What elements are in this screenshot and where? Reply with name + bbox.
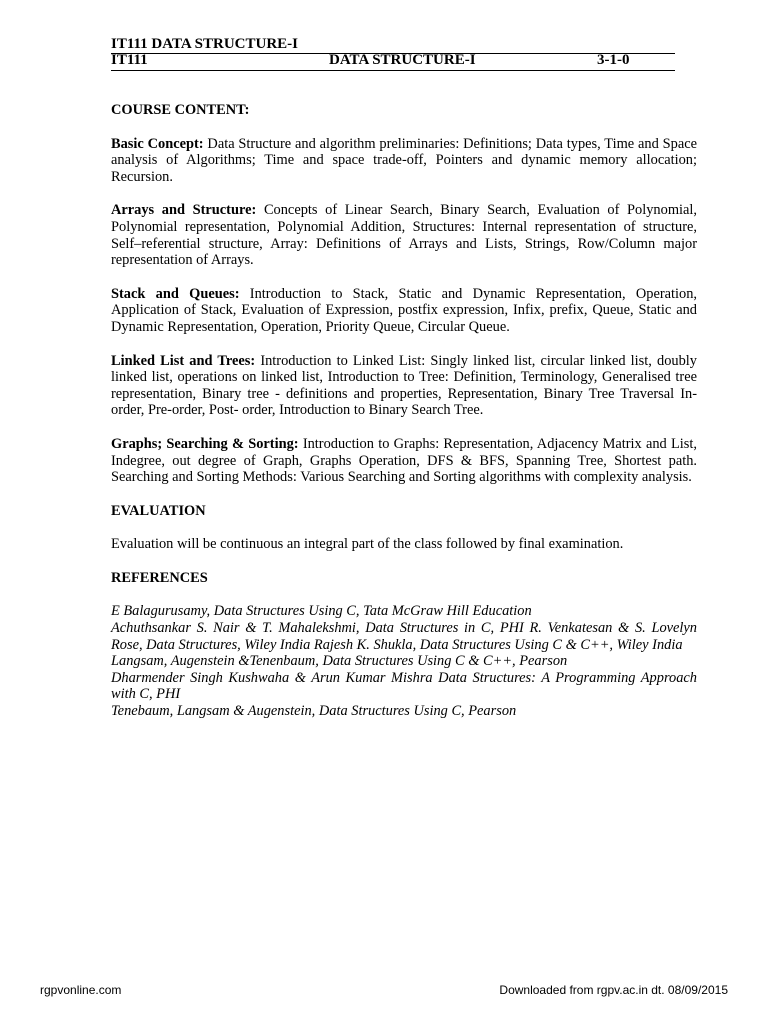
course-header-row — [111, 52, 675, 72]
course-name: DATA STRUCTURE-I — [329, 52, 476, 68]
reference-item: Langsam, Augenstein &Tenenbaum, Data Structures Using C & C++, Pearson — [111, 653, 568, 670]
header-bottom-rule — [111, 70, 675, 71]
section-linked-list-trees — [111, 353, 697, 419]
reference-item: Achuthsankar S. Nair & T. Mahalekshmi, Data Structures in C, PHI R. Venkatesan & S. Lovelyn Rose, Data Structures, Wiley India Rajesh K. Shukla, Data Structures Using C & C++, Wiley India — [111, 620, 697, 653]
section-stack-queues — [111, 286, 697, 336]
section-arrays-structure — [111, 202, 697, 268]
evaluation-heading: EVALUATION — [111, 502, 206, 519]
section-text: Introduction to Graphs: Representation, Adjacency Matrix and List, Indegree, out degree of Graph, Graphs Operation, DFS & BFS, Spanning Tree, Shortest path. Searching and Sorting Methods: Various Searching and Sorting algorithms with complexity analysis. — [111, 435, 697, 486]
footer-download-note: Downloaded from rgpv.ac.in dt. 08/09/2015 — [499, 983, 728, 997]
references-list — [111, 603, 697, 719]
section-text: Concepts of Linear Search, Binary Search, Evaluation of Polynomial, Polynomial representation, Polynomial Addition, Structures: Internal representation of structure, Self–referential structure, Array: Definitions of Arrays and Lists, Strings, Row/Column major representation of Arrays. — [111, 202, 697, 269]
course-credits: 3-1-0 — [597, 52, 630, 68]
course-content-heading: COURSE CONTENT: — [111, 102, 250, 118]
section-graphs-searching-sorting — [111, 436, 697, 486]
document-title: IT111 DATA STRUCTURE-I — [111, 36, 298, 52]
section-title: Linked List and Trees: — [111, 352, 256, 369]
reference-item: E Balagurusamy, Data Structures Using C, Tata McGraw Hill Education — [111, 603, 532, 620]
section-text: Introduction to Stack, Static and Dynamic Representation, Operation, Application of Stack, Evaluation of Expression, postfix expression, Infix, prefix, Queue, Static and Dynamic Representation, Operation, Priority Queue, Circular Queue. — [111, 285, 697, 335]
reference-item: Dharmender Singh Kushwaha & Arun Kumar Mishra Data Structures: A Programming Approach with C, PHI — [111, 669, 697, 703]
evaluation-text: Evaluation will be continuous an integral part of the class followed by final examination. — [111, 536, 624, 553]
section-title: Graphs; Searching & Sorting: — [111, 435, 299, 452]
reference-item: Tenebaum, Langsam & Augenstein, Data Structures Using C, Pearson — [111, 703, 517, 720]
section-basic-concept — [111, 136, 697, 186]
section-text: Data Structure and algorithm preliminaries: Definitions; Data types, Time and Space analysis of Algorithms; Time and space trade-off, Pointers and dynamic memory allocation; Recursion. — [111, 135, 697, 185]
course-code: IT111 — [111, 52, 148, 68]
section-text: Introduction to Linked List: Singly linked list, circular linked list, doubly linked list, operations on linked list, Introduction to Tree: Definition, Terminology, Generalised tree representation, Binary tree - definitions and properties, Representation, Binary Tree Traversal In-order, Pre-order, Post- order, Introduction to Binary Search Tree. — [111, 352, 697, 419]
section-title: Stack and Queues: — [111, 285, 240, 302]
footer-site-link[interactable]: rgpvonline.com — [40, 983, 122, 997]
section-title: Basic Concept: — [111, 135, 204, 152]
references-heading: REFERENCES — [111, 569, 208, 586]
document-body — [111, 102, 697, 720]
section-title: Arrays and Structure: — [111, 202, 257, 219]
